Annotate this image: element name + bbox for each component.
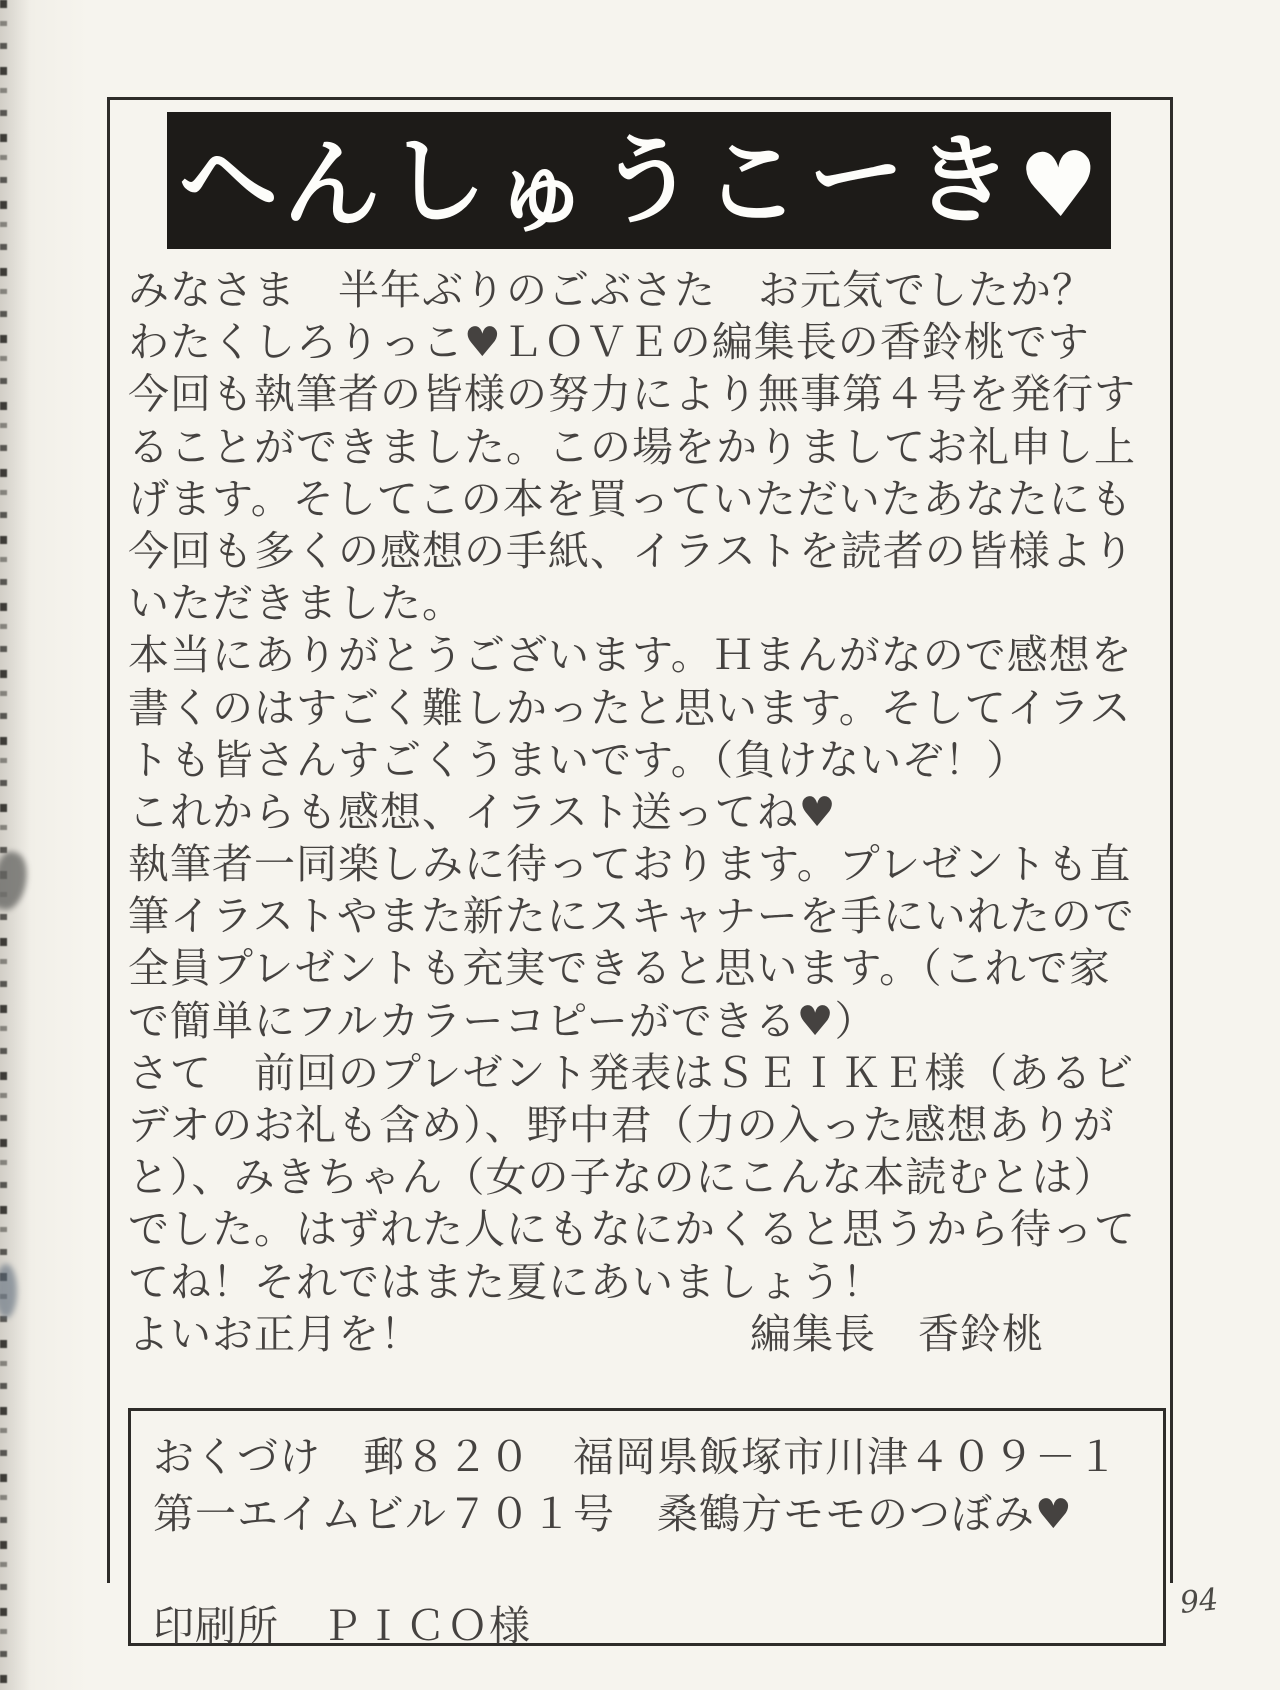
colophon-address-line1: おくづけ 郵８２０ 福岡県飯塚市川津４０９－１ [153,1433,1119,1481]
text-line: トも皆さんすごくうまいです。（負けないぞ！） [128,735,1029,784]
text-line: いただきました。 [128,579,464,628]
text-line: みなさま 半年ぶりのごぶさた お元気でしたか？ [128,266,1094,314]
title-banner [167,112,1111,249]
title-glyph: へ [173,119,282,242]
text-line: で簡単にフルカラーコピーができる♥） [128,996,877,1045]
title-glyph: ん [281,126,383,243]
text-line: てね！それではまた夏にあいましょう！ [128,1257,884,1306]
text-line: 執筆者一同楽しみに待っております。プレゼントも直 [128,840,1132,889]
text-line: さて 前回のプレゼント発表はＳＥＩＫＥ様（あるビ [128,1048,1135,1097]
editor-signature: 編集長 香鈴桃 [750,1309,1044,1358]
scan-torn-edge [0,0,7,1690]
text-line: これからも感想、イラスト送ってね♥ [128,787,837,836]
afterword-text [128,264,1136,1360]
afterword-lines [128,264,1136,1308]
text-line: デオのお礼も含め）、野中君（力の入った感想ありが [128,1101,1115,1149]
page-number: 94 [1178,1582,1220,1621]
text-line: 今回も執筆者の皆様の努力により無事第４号を発行す [128,370,1136,419]
text-line: げます。そしてこの本を買っていただいたあなたにも [128,474,1133,523]
heart-glyph: ♥ [1016,131,1102,240]
title-glyph: き [909,119,1016,242]
title-glyph: う [597,122,698,239]
title-glyph: こ [701,123,804,242]
text-line: と）、みきちゃん（女の子なのにこんな本読むとは） [128,1153,1116,1202]
new-year-greeting: よいお正月を！ [128,1309,422,1358]
title-glyph: ー [800,111,913,238]
title-glyph: ゅ [489,130,595,251]
text-line: 今回も多くの感想の手紙、イラストを読者の皆様より [128,526,1135,575]
text-line: わたくしろりっこ♥ＬＯＶＥの編集長の香鈴桃です [128,318,1090,367]
text-line: 書くのはすごく難しかったと思います。そしてイラス [128,683,1132,732]
colophon-box [128,1408,1166,1650]
title-glyph: し [386,121,489,240]
signature-row [128,1308,1044,1360]
colophon-address-line2: 第一エイムビル７０１号 桑鶴方モモのつぼみ♥ [153,1490,1073,1538]
text-line: 本当にありがとうございます。Ｈまんがなので感想を [128,631,1133,680]
colophon-printer: 印刷所 ＰＩＣＯ様 [153,1602,531,1650]
text-line: でした。はずれた人にもなにかくると思うから待って [128,1205,1136,1254]
text-line: ることができました。この場をかりましてお礼申し上 [128,422,1136,471]
text-line: 筆イラストやまた新たにスキャナーを手にいれたので [128,892,1135,941]
text-line: 全員プレゼントも充実できると思います。（これで家 [128,944,1111,993]
